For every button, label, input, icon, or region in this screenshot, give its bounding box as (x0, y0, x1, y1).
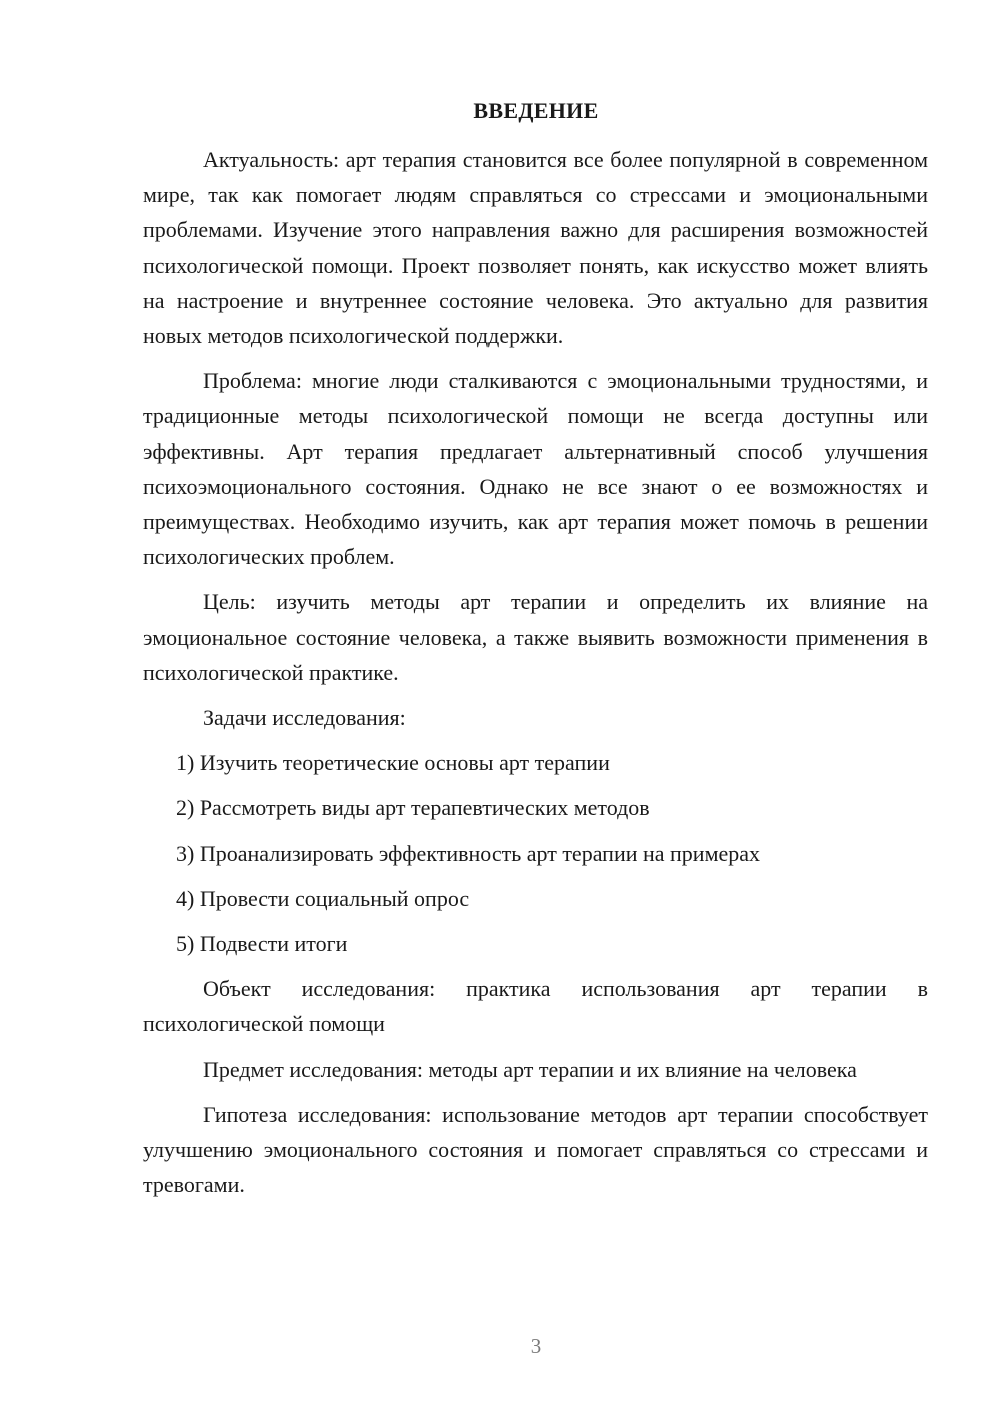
section-title: ВВЕДЕНИЕ (473, 98, 599, 123)
tasks-list (143, 745, 928, 961)
page-number: 3 (530, 1334, 542, 1358)
goal-paragraph: Цель: изучить методы арт терапии и определить их влияние на эмоциональное состояние человека, а также выявить возможности применения в психологической практике. (143, 589, 928, 685)
relevance-paragraph: Актуальность: арт терапия становится все более популярной в современном мире, так как помогает людям справляться со стрессами и эмоциональными проблемами. Изучение этого направления важно для расширения возможностей психологической помощи. Проект позволяет понять, как искусство может влиять на настроение и внутреннее состояние человека. Это актуально для развития новых методов психологической поддержки. (143, 147, 928, 349)
task-item: 1) Изучить теоретические основы арт терапии (176, 750, 610, 776)
hypothesis-paragraph: Гипотеза исследования: использование методов арт терапии способствует улучшению эмоционального состояния и помогает справляться со стрессами и тревогами. (143, 1101, 928, 1198)
task-item: 5) Подвести итоги (176, 931, 348, 957)
subject-paragraph: Предмет исследования: методы арт терапии и их влияние на человека (203, 1056, 857, 1082)
tasks-heading: Задачи исследования: (203, 705, 406, 731)
task-item: 4) Провести социальный опрос (176, 885, 470, 911)
object-paragraph: Объект исследования: практика использования арт терапии в психологической помощи (143, 976, 928, 1037)
task-item: 2) Рассмотреть виды арт терапевтических методов (176, 795, 650, 821)
task-item: 3) Проанализировать эффективность арт терапии на примерах (176, 840, 761, 866)
problem-paragraph: Проблема: многие люди сталкиваются с эмоциональными трудностями, и традиционные методы психологической помощи не всегда доступны или эффективны. Арт терапия предлагает альтернативный способ улучшения психоэмоционального состояния. Однако не все знают о ее возможностях и преимуществах. Необходимо изучить, как арт терапия может помочь в решении психологических проблем. (143, 368, 928, 570)
document-body (143, 142, 928, 1212)
